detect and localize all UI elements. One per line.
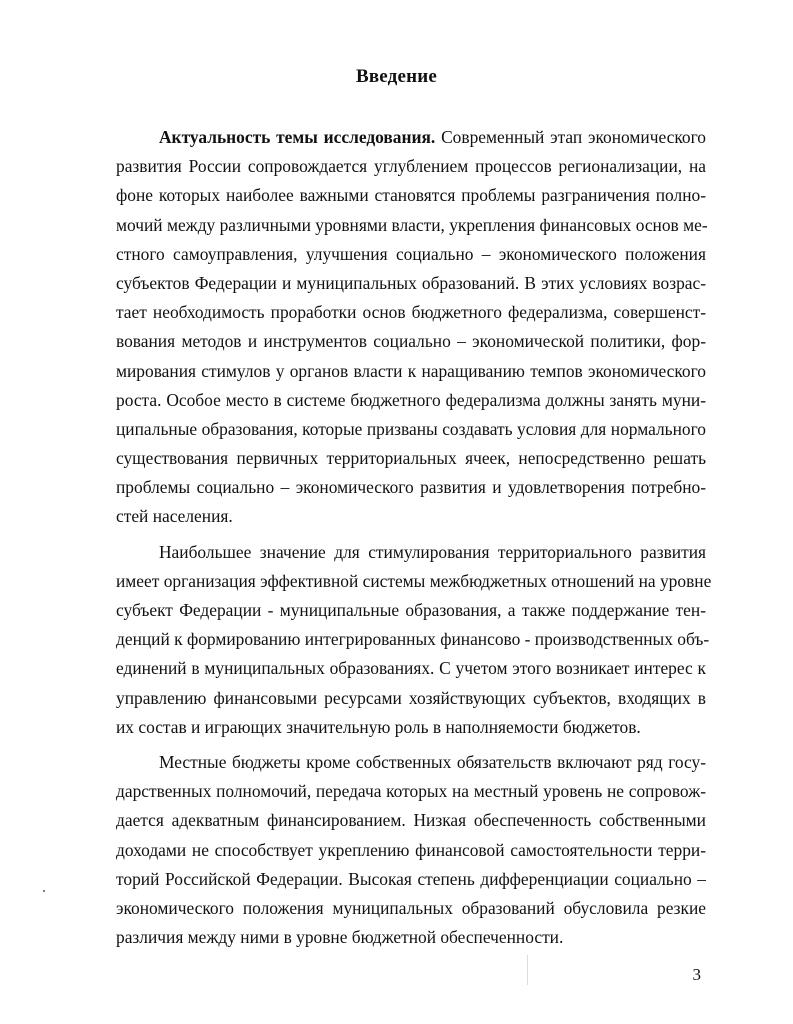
text-line: единений в муниципальных образованиях. С учетом этого возникает интерес к <box>116 658 706 679</box>
paragraph-relevance <box>116 123 706 532</box>
text-line: мирования стимулов у органов власти к наращиванию темпов экономического <box>116 360 706 381</box>
text-line: субъектов Федерации и муниципальных образований. В этих условиях возрас- <box>116 272 706 293</box>
page-title: Введение <box>355 66 438 87</box>
text-line: проблемы социально – экономического развития и удовлетворения потребно- <box>116 477 706 498</box>
text-line: ципальные образования, которые призваны создавать условия для нормального <box>116 418 706 439</box>
text-line: дарственных полномочий, передача которых на местный уровень не сопровож- <box>116 781 706 802</box>
scan-artifact-line <box>527 955 528 985</box>
text-line <box>116 123 706 152</box>
text-line: Местные бюджеты кроме собственных обязательств включают ряд госу- <box>159 751 706 772</box>
text-line: субъект Федерации - муниципальные образования, а также поддержание тен- <box>116 600 706 620</box>
text-line: роста. Особое место в системе бюджетного федерализма должны занять муни- <box>116 389 706 410</box>
text-line: имеет организация эффективной системы межбюджетных отношений на уровне <box>116 570 712 591</box>
text-line: денций к формированию интегрированных финансово - производственных объ- <box>116 629 710 650</box>
text-line: торий Российской Федерации. Высокая степень дифференциации социально – <box>116 868 706 889</box>
text-line: стного самоуправления, улучшения социально – экономического положения <box>116 243 706 264</box>
text-line: существования первичных территориальных ячеек, непосредственно решать <box>116 448 706 469</box>
scan-speck <box>43 890 45 892</box>
text-line-content: Современный этап экономического <box>435 127 706 147</box>
page-number: 3 <box>692 965 701 984</box>
text-line: различия между ними в уровне бюджетной обеспеченности. <box>116 927 564 948</box>
text-line: управлению финансовыми ресурсами хозяйствующих субъектов, входящих в <box>116 687 706 708</box>
text-line: стей населения. <box>116 506 233 527</box>
text-line: Наибольшее значение для стимулирования территориального развития <box>159 541 706 562</box>
text-line: вования методов и инструментов социально – экономической политики, фор- <box>116 331 706 352</box>
text-line: мочий между различными уровнями власти, укрепления финансовых основ ме- <box>116 214 708 235</box>
text-line: тает необходимость проработки основ бюджетного федерализма, совершенст- <box>116 302 706 323</box>
text-line: развития России сопровождается углублением процессов регионализации, на <box>116 156 706 177</box>
text-line: доходами не способствует укреплению финансовой самостоятельности терри- <box>116 839 706 860</box>
text-line: фоне которых наиболее важными становятся проблемы разграничения полно- <box>116 185 706 206</box>
paragraph-local-budgets <box>116 748 706 952</box>
text-line: их состав и играющих значительную роль в наполняемости бюджетов. <box>116 716 641 737</box>
text-line: экономического положения муниципальных образований обусловила резкие <box>116 897 706 918</box>
paragraph-interbudget <box>116 538 712 742</box>
paragraph-lead: Актуальность темы исследования. <box>159 127 436 147</box>
body-text <box>116 123 712 952</box>
text-line: дается адекватным финансированием. Низкая обеспеченность собственными <box>116 810 706 831</box>
